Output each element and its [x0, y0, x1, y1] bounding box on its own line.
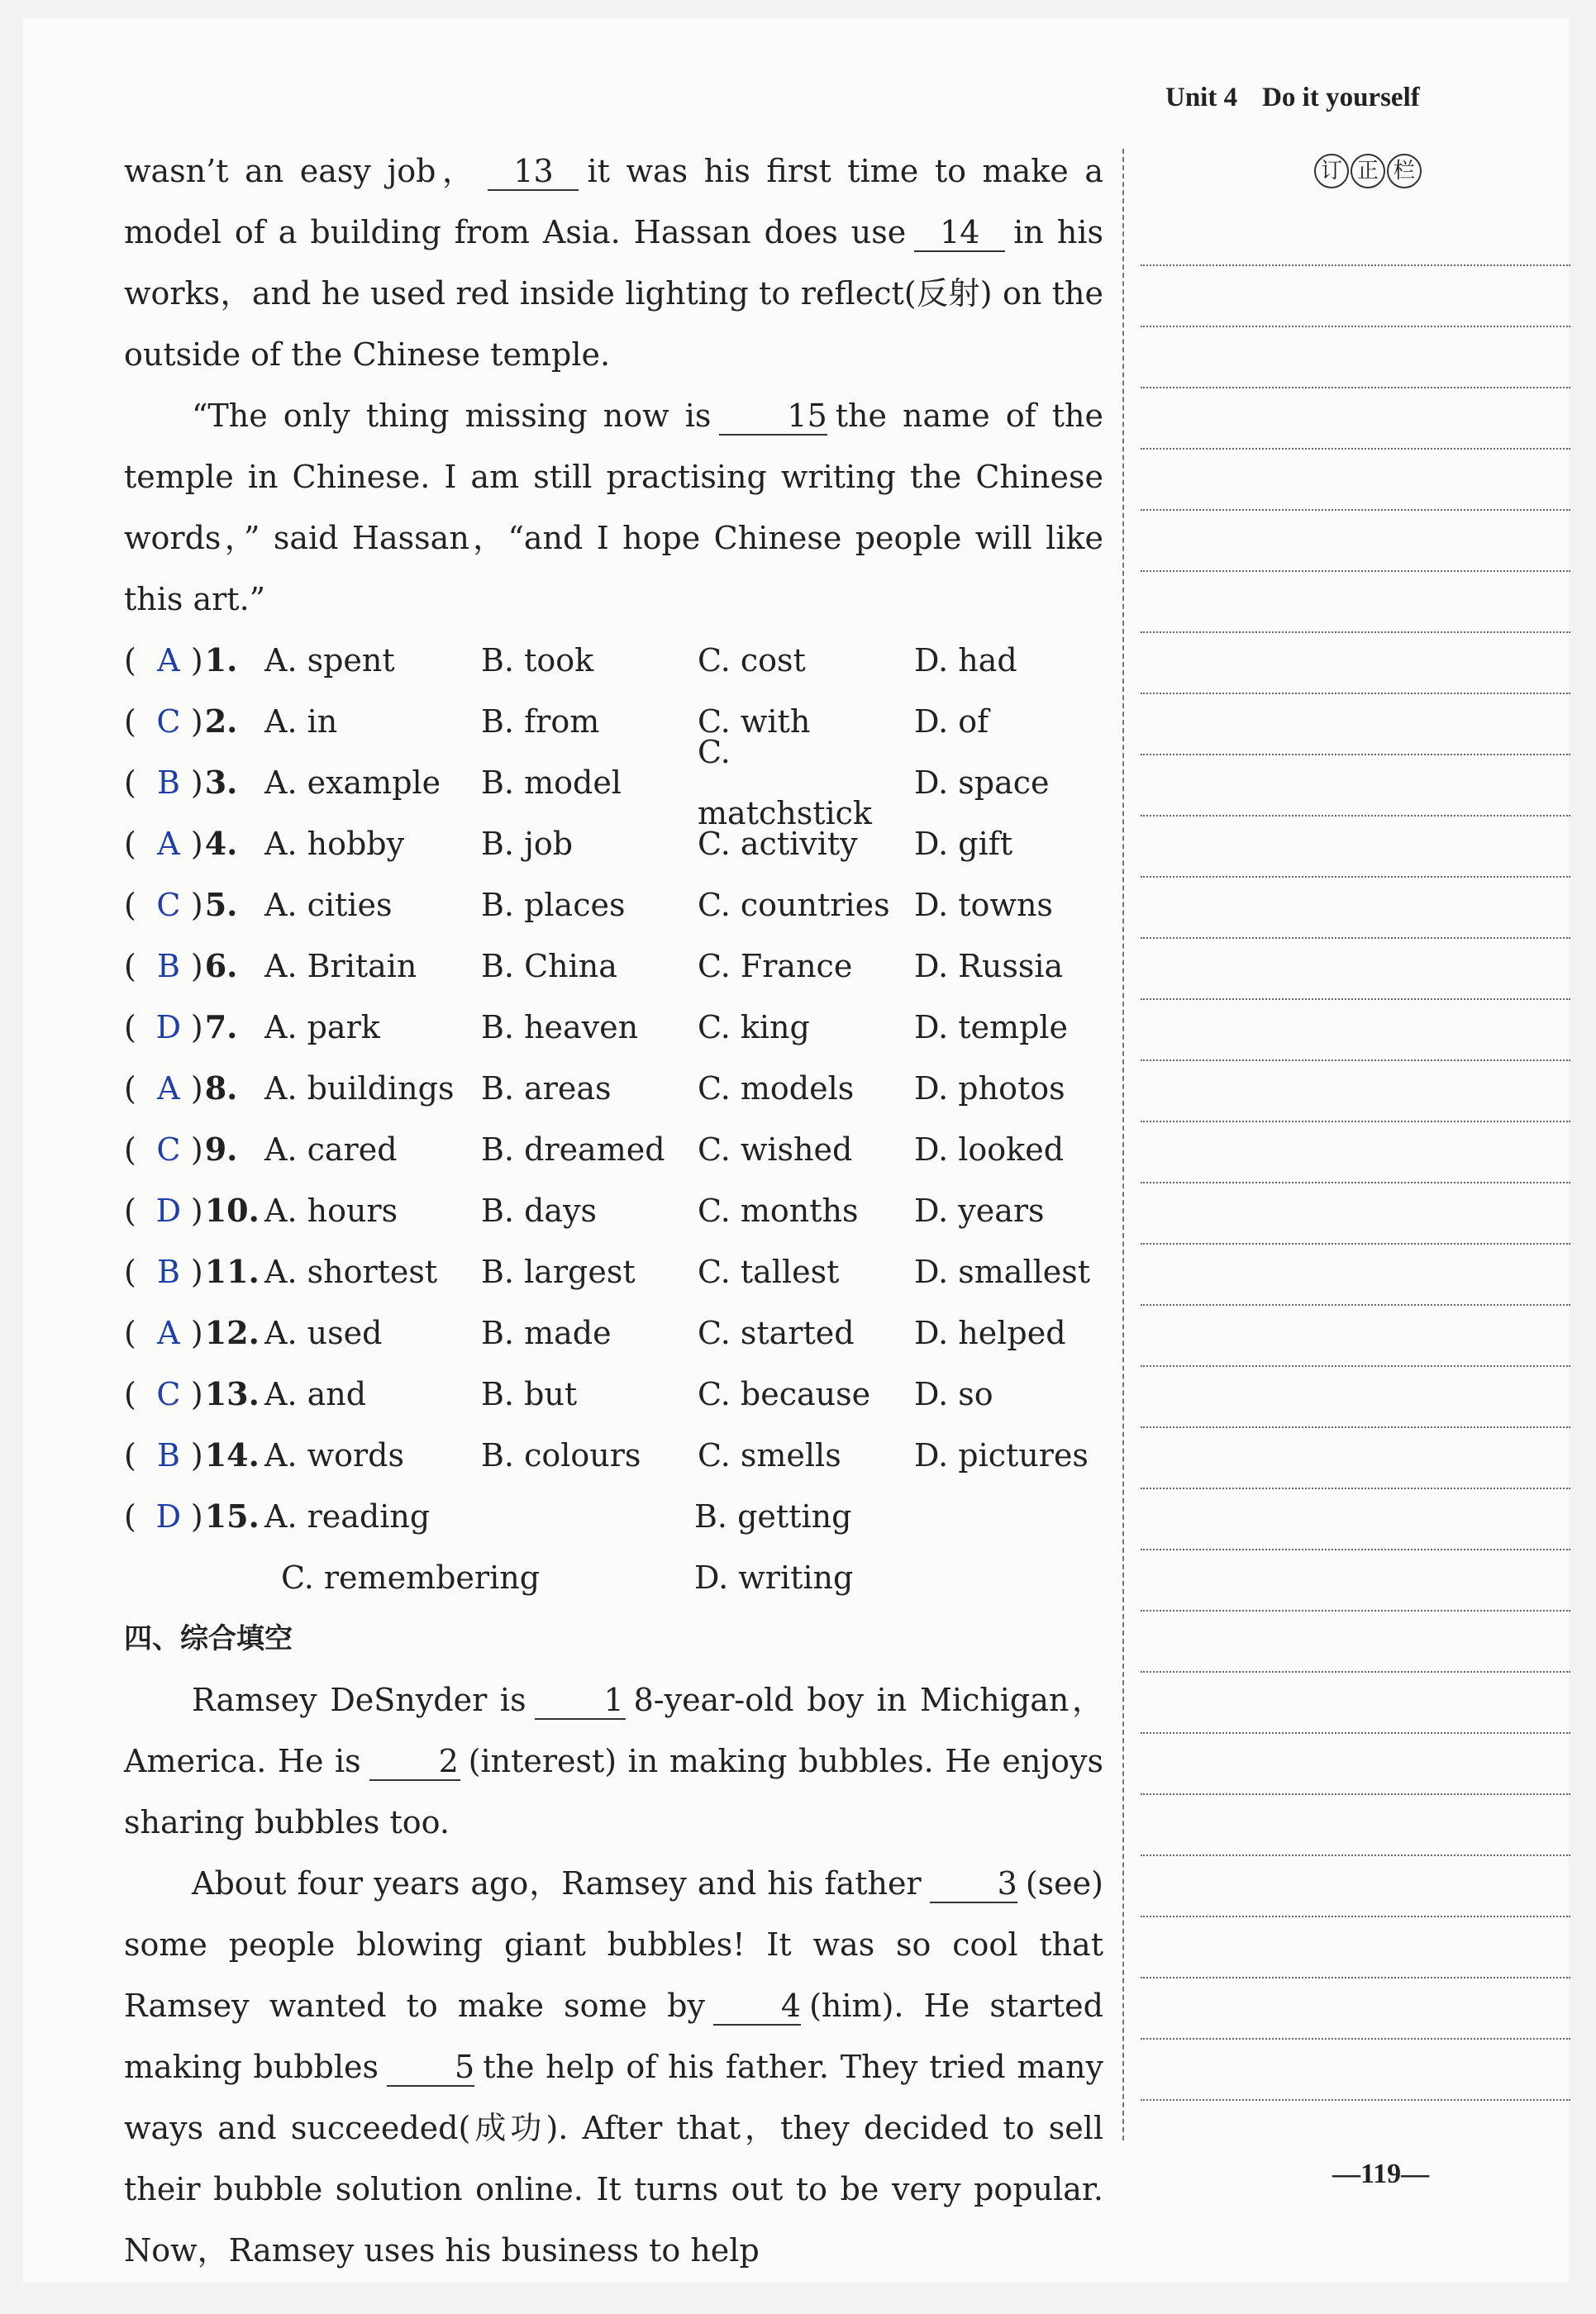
option-a[interactable]: A. hours — [264, 1193, 398, 1229]
correction-char: 正 — [1351, 154, 1385, 188]
correction-line — [1141, 876, 1570, 878]
correction-line — [1141, 1059, 1570, 1061]
correction-line — [1141, 1549, 1570, 1550]
correction-line — [1141, 815, 1570, 817]
correction-line — [1141, 1977, 1570, 1978]
running-header — [1165, 83, 1420, 113]
question-row: ( C )2. A. in B. from C. with D. of — [124, 691, 1103, 752]
blank-15[interactable]: 15 — [719, 399, 827, 436]
correction-line — [1141, 1182, 1570, 1183]
blank-4[interactable]: 4 — [713, 1989, 801, 2026]
option-d[interactable]: D. looked — [914, 1131, 1065, 1168]
option[interactable]: C. remembering — [281, 1559, 541, 1596]
option-a[interactable]: A. in — [264, 703, 338, 740]
blank-3[interactable]: 3 — [930, 1867, 1017, 1903]
option-b[interactable]: B. colours — [481, 1437, 641, 1474]
correction-line — [1141, 570, 1570, 572]
option-b[interactable]: B. places — [481, 887, 626, 923]
correction-char: 栏 — [1387, 154, 1422, 188]
option-b[interactable]: B. largest — [481, 1254, 636, 1290]
question-row: ( B )11. A. shortest B. largest C. tallest D. smallest — [124, 1241, 1103, 1302]
correction-line — [1141, 2038, 1570, 2040]
option-c[interactable]: C. smells — [698, 1437, 841, 1474]
option-c[interactable]: C. wished — [698, 1131, 853, 1168]
option-a[interactable]: A. cities — [264, 887, 393, 923]
answer: A — [157, 1070, 180, 1107]
option-c[interactable]: C. France — [698, 948, 853, 984]
option-b[interactable]: B. from — [481, 703, 600, 740]
option-c[interactable]: C. activity — [698, 826, 858, 862]
blank-1[interactable]: 1 — [535, 1683, 626, 1720]
option-b[interactable]: B. days — [481, 1193, 598, 1229]
option-a[interactable]: A. example — [264, 764, 441, 801]
option-b[interactable]: B. China — [481, 948, 617, 984]
option-a[interactable]: A. Britain — [264, 948, 417, 984]
question-row: ( B )14. A. words B. colours C. smells D. pictures — [124, 1425, 1103, 1486]
option-d[interactable]: D. years — [914, 1193, 1045, 1229]
correction-line — [1141, 1121, 1570, 1122]
option-c[interactable]: C. models — [698, 1070, 855, 1107]
unit-label: Unit 4 — [1165, 83, 1238, 112]
option-d[interactable]: D. of — [914, 703, 989, 740]
option-c[interactable]: C. matchstick — [698, 734, 872, 831]
option-a[interactable]: A. words — [264, 1437, 404, 1474]
correction-line — [1141, 2099, 1570, 2101]
option-c[interactable]: C. started — [698, 1315, 855, 1351]
page-number: —119— — [1332, 2159, 1430, 2189]
passage-paragraph: “The only thing missing now is 15 the name of the temple in Chinese. I am still practising writing the Chinese words，” said Hassan，“and I hope Chinese people will like this art.” — [124, 398, 1103, 617]
option-b[interactable]: B. but — [481, 1376, 578, 1412]
option-c[interactable]: C. countries — [698, 887, 890, 923]
question-row: ( C )13. A. and B. but C. because D. so — [124, 1364, 1103, 1425]
correction-line — [1141, 1426, 1570, 1428]
option-d[interactable]: D. temple — [914, 1009, 1069, 1045]
correction-column-title — [1314, 154, 1422, 188]
question-row: ( B )3. A. example B. model C. matchstick D. space — [124, 752, 1103, 813]
option-d[interactable]: D. space — [914, 764, 1050, 801]
answer: C — [156, 1376, 181, 1412]
option-d[interactable]: D. so — [914, 1376, 993, 1412]
option-d[interactable]: D. towns — [914, 887, 1053, 923]
option-b[interactable]: B. job — [481, 826, 574, 862]
passage-paragraph: About four years ago，Ramsey and his father 3 (see) some people blowing giant bubbles! It was so cool that Ramsey wanted to make some by 4 (him). He started making bubbles 5 the help of his father. They tried many ways and succeeded(成功). After that，they decided to sell their bubble solution online. It turns out to be very popular. Now，Ramsey uses his business to help — [124, 1865, 1104, 2269]
option-b[interactable]: B. areas — [481, 1070, 612, 1107]
answer: A — [157, 1315, 180, 1351]
answer: C — [156, 703, 181, 740]
correction-line — [1141, 1855, 1570, 1856]
answer: A — [157, 826, 180, 862]
option-c[interactable]: C. tallest — [698, 1254, 840, 1290]
correction-line — [1141, 1671, 1570, 1673]
option-d[interactable]: D. Russia — [914, 948, 1064, 984]
option-c[interactable]: C. because — [698, 1376, 871, 1412]
question-row: ( C )9. A. cared B. dreamed C. wished D. looked — [124, 1119, 1103, 1180]
blank-14[interactable]: 14 — [914, 216, 1005, 252]
option-d[interactable]: D. had — [914, 642, 1017, 678]
option-d[interactable]: D. pictures — [914, 1437, 1089, 1474]
option-c[interactable]: C. king — [698, 1009, 810, 1045]
answer: B — [156, 1254, 180, 1290]
passage-paragraph: Ramsey DeSnyder is 1 8-year-old boy in Michigan，America. He is 2 (interest) in making bubbles. He enjoys sharing bubbles too. — [124, 1682, 1103, 1840]
correction-line — [1141, 1243, 1570, 1245]
correction-line — [1141, 1488, 1570, 1489]
correction-line — [1141, 326, 1570, 327]
option-a[interactable]: A. park — [264, 1009, 380, 1045]
correction-line — [1141, 509, 1570, 511]
answer: B — [156, 1437, 180, 1474]
option[interactable]: D. writing — [694, 1559, 854, 1596]
section-title: 四、综合填空 — [124, 1622, 293, 1655]
answer: D — [155, 1498, 182, 1535]
option-a[interactable]: A. and — [264, 1376, 367, 1412]
option-a[interactable]: A. buildings — [264, 1070, 455, 1107]
option-c[interactable]: C. cost — [698, 642, 806, 678]
option-a[interactable]: A. cared — [264, 1131, 398, 1168]
answer: B — [156, 948, 180, 984]
correction-line — [1141, 1610, 1570, 1612]
question-row: ( A )8. A. buildings B. areas C. models D. photos — [124, 1058, 1103, 1119]
question-row: ( D )7. A. park B. heaven C. king D. temple — [124, 997, 1103, 1058]
correction-char: 订 — [1314, 154, 1349, 188]
correction-line — [1141, 937, 1570, 939]
option-b[interactable]: B. made — [481, 1315, 612, 1351]
question-row: ( A )12. A. used B. made C. started D. helped — [124, 1302, 1103, 1364]
option-a[interactable]: A. used — [264, 1315, 383, 1351]
option-c[interactable]: C. with — [698, 703, 811, 740]
answer: D — [155, 1193, 182, 1229]
option-d[interactable]: D. gift — [914, 826, 1013, 862]
correction-line — [1141, 448, 1570, 450]
option-d[interactable]: D. photos — [914, 1070, 1065, 1107]
answer: D — [155, 1009, 182, 1045]
option-b[interactable]: B. dreamed — [481, 1131, 665, 1168]
correction-line — [1141, 754, 1570, 755]
blank-2[interactable]: 2 — [369, 1745, 460, 1781]
blank-13[interactable]: 13 — [488, 155, 579, 191]
correction-line — [1141, 264, 1570, 266]
correction-lines — [1141, 264, 1570, 2160]
option-a[interactable]: A. spent — [264, 642, 395, 678]
correction-line — [1141, 998, 1570, 1000]
question-row: ( B )6. A. Britain B. China C. France D. Russia — [124, 936, 1103, 997]
option[interactable]: A. reading — [264, 1498, 431, 1535]
blank-5[interactable]: 5 — [387, 2050, 474, 2087]
column-divider — [1122, 149, 1124, 2140]
question-row: ( A )4. A. hobby B. job C. activity D. gift — [124, 813, 1103, 874]
option-a[interactable]: A. shortest — [264, 1254, 438, 1290]
correction-line — [1141, 1304, 1570, 1306]
question-list — [124, 630, 1103, 1486]
option[interactable]: B. getting — [694, 1498, 852, 1535]
correction-line — [1141, 1916, 1570, 1917]
main-content — [124, 140, 1103, 2281]
question-row: ( D )10. A. hours B. days C. months D. years — [124, 1180, 1103, 1241]
correction-line — [1141, 1365, 1570, 1367]
unit-title: Do it yourself — [1262, 83, 1420, 112]
option-d[interactable]: D. helped — [914, 1315, 1066, 1351]
option-d[interactable]: D. smallest — [914, 1254, 1091, 1290]
correction-line — [1141, 387, 1570, 388]
option-b[interactable]: B. took — [481, 642, 594, 678]
option-c[interactable]: C. months — [698, 1193, 859, 1229]
question-row: ( C )5. A. cities B. places C. countries D. towns — [124, 874, 1103, 936]
correction-line — [1141, 693, 1570, 694]
question-row — [124, 1547, 1103, 1608]
question-row: ( A )1. A. spent B. took C. cost D. had — [124, 630, 1103, 691]
answer: B — [156, 764, 180, 801]
option-b[interactable]: B. model — [481, 764, 622, 801]
passage-paragraph: wasn’t an easy job， 13 it was his first time to make a model of a building from Asia. Hassan does use 14 in his works，and he used red inside lighting to reflect(反射) on the outside of the Chinese temple. — [124, 153, 1104, 373]
option-a[interactable]: A. hobby — [264, 826, 405, 862]
question-row: ( D )15. A. reading B. getting — [124, 1486, 1103, 1547]
answer: C — [156, 887, 181, 923]
answer: A — [157, 642, 180, 678]
correction-line — [1141, 631, 1570, 633]
option-b[interactable]: B. heaven — [481, 1009, 639, 1045]
correction-line — [1141, 1793, 1570, 1795]
answer: C — [156, 1131, 181, 1168]
correction-line — [1141, 1732, 1570, 1734]
